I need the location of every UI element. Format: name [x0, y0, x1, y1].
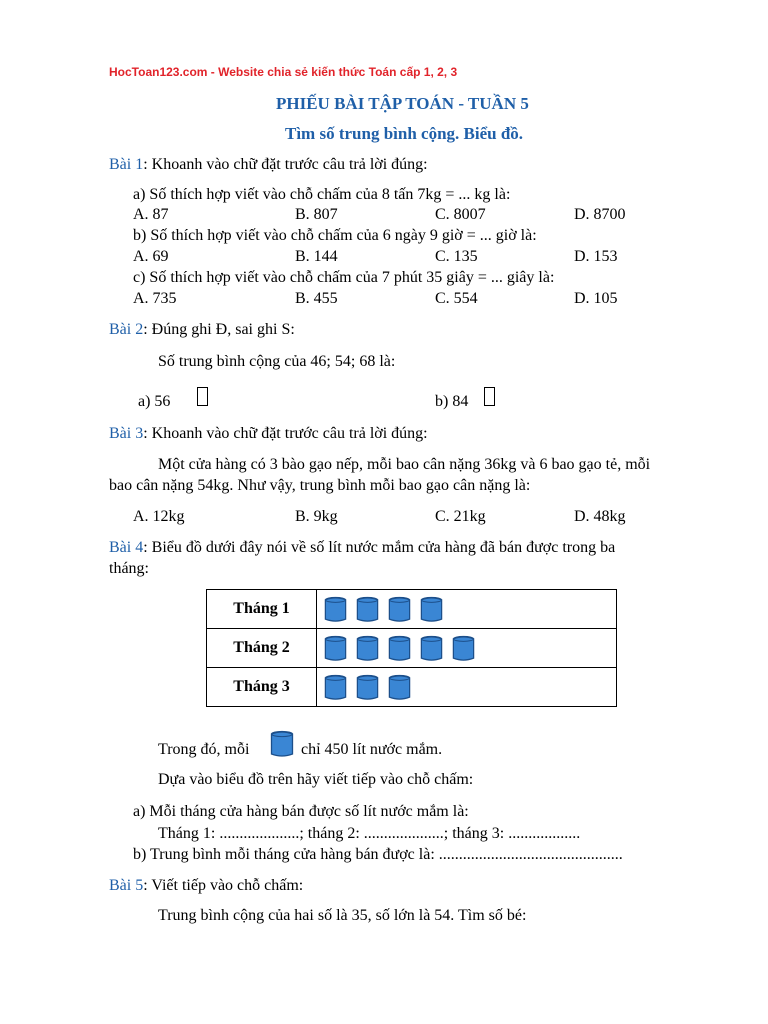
bai3-option-b[interactable]: B. 9kg — [295, 508, 338, 525]
bai2-option-a: a) 56 — [138, 393, 171, 410]
page-title: PHIẾU BÀI TẬP TOÁN - TUẦN 5 — [276, 94, 529, 113]
bai4-instruction-cont: tháng: — [109, 560, 149, 577]
barrel-icon — [419, 635, 444, 662]
barrel-icon — [387, 596, 412, 623]
bai1-b-option-a[interactable]: A. 69 — [133, 248, 169, 265]
bai3-option-a[interactable]: A. 12kg — [133, 508, 185, 525]
chart-row-icons — [317, 629, 617, 668]
bai1-a-option-c[interactable]: C. 8007 — [435, 206, 486, 223]
barrel-icon — [355, 596, 380, 623]
bai1-c-option-c[interactable]: C. 554 — [435, 290, 478, 307]
barrel-icon — [419, 596, 444, 623]
barrel-icon — [323, 635, 348, 662]
bai5-heading — [109, 877, 303, 895]
barrel-icon — [323, 596, 348, 623]
bai3-text-line1: Một cửa hàng có 3 bào gạo nếp, mỗi bao cân nặng 36kg và 6 bao gạo tẻ, mỗi — [158, 456, 651, 473]
chart-row — [207, 668, 617, 707]
chart-row-label: Tháng 3 — [207, 668, 317, 707]
bai4-question-b[interactable]: b) Trung bình mỗi tháng cửa hàng bán được là: .............................................. — [133, 846, 623, 863]
bai3-label: Bài 3 — [109, 425, 144, 442]
bai1-question-c: c) Số thích hợp viết vào chỗ chấm của 7 phút 35 giây = ... giây là: — [133, 269, 555, 286]
chart-row-icons — [317, 668, 617, 707]
bai5-instruction: : Viết tiếp vào chỗ chấm: — [143, 877, 304, 894]
barrel-icon — [387, 674, 412, 701]
bai4-question-a-fill[interactable]: Tháng 1: ....................; tháng 2: ....................; tháng 3: .................. — [158, 825, 581, 842]
bai1-c-option-d[interactable]: D. 105 — [574, 290, 618, 307]
page-subtitle: Tìm số trung bình cộng. Biểu đồ. — [285, 124, 524, 143]
bai3-option-c[interactable]: C. 21kg — [435, 508, 486, 525]
bai1-a-option-a[interactable]: A. 87 — [133, 206, 169, 223]
bai4-heading — [109, 539, 615, 557]
bai3-instruction: : Khoanh vào chữ đặt trước câu trả lời đúng: — [143, 425, 428, 442]
bai1-b-option-d[interactable]: D. 153 — [574, 248, 618, 265]
chart-row-label: Tháng 2 — [207, 629, 317, 668]
barrel-icon — [451, 635, 476, 662]
bai1-c-option-b[interactable]: B. 455 — [295, 290, 338, 307]
bai1-question-b: b) Số thích hợp viết vào chỗ chấm của 6 ngày 9 giờ = ... giờ là: — [133, 227, 537, 244]
bai2-option-b: b) 84 — [435, 393, 469, 410]
bai4-question-a: a) Mỗi tháng cửa hàng bán được số lít nước mắm là: — [133, 803, 469, 820]
bai4-instruction: : Biểu đồ dưới đây nói về số lít nước mắm cửa hàng đã bán được trong ba — [143, 539, 616, 556]
bai4-legend-after: chỉ 450 lít nước mắm. — [301, 741, 443, 758]
bai1-a-option-b[interactable]: B. 807 — [295, 206, 338, 223]
bai1-question-a: a) Số thích hợp viết vào chỗ chấm của 8 tấn 7kg = ... kg là: — [133, 186, 511, 203]
site-header: HocToan123.com - Website chia sẻ kiến thức Toán cấp 1, 2, 3 — [109, 65, 458, 79]
barrel-icon — [323, 674, 348, 701]
bai1-instruction: : Khoanh vào chữ đặt trước câu trả lời đúng: — [143, 156, 428, 173]
bai5-label: Bài 5 — [109, 877, 144, 894]
bai1-b-option-c[interactable]: C. 135 — [435, 248, 478, 265]
bai2-answer-box-b[interactable] — [484, 387, 495, 406]
chart-row — [207, 629, 617, 668]
bai4-label: Bài 4 — [109, 539, 144, 556]
bai2-heading — [109, 321, 295, 339]
bai1-heading — [109, 156, 428, 174]
bai2-label: Bài 2 — [109, 321, 144, 338]
bai2-answer-box-a[interactable] — [197, 387, 208, 406]
barrel-icon — [355, 635, 380, 662]
bai3-text-line2: bao cân nặng 54kg. Như vậy, trung bình mỗi bao gạo cân nặng là: — [109, 477, 531, 494]
chart-row — [207, 590, 617, 629]
pictograph-table — [206, 589, 617, 707]
bai4-prompt: Dựa vào biểu đồ trên hãy viết tiếp vào chỗ chấm: — [158, 771, 474, 788]
bai3-heading — [109, 425, 428, 443]
bai2-statement: Số trung bình cộng của 46; 54; 68 là: — [158, 353, 396, 370]
bai4-legend-before: Trong đó, mỗi — [158, 741, 250, 758]
barrel-icon — [387, 635, 412, 662]
chart-row-icons — [317, 590, 617, 629]
bai5-statement: Trung bình cộng của hai số là 35, số lớn là 54. Tìm số bé: — [158, 907, 527, 924]
legend-barrel-icon — [270, 730, 294, 758]
bai2-instruction: : Đúng ghi Đ, sai ghi S: — [143, 321, 295, 338]
bai1-a-option-d[interactable]: D. 8700 — [574, 206, 626, 223]
bai1-b-option-b[interactable]: B. 144 — [295, 248, 338, 265]
barrel-icon — [355, 674, 380, 701]
bai1-label: Bài 1 — [109, 156, 144, 173]
bai3-option-d[interactable]: D. 48kg — [574, 508, 626, 525]
bai1-c-option-a[interactable]: A. 735 — [133, 290, 177, 307]
chart-row-label: Tháng 1 — [207, 590, 317, 629]
